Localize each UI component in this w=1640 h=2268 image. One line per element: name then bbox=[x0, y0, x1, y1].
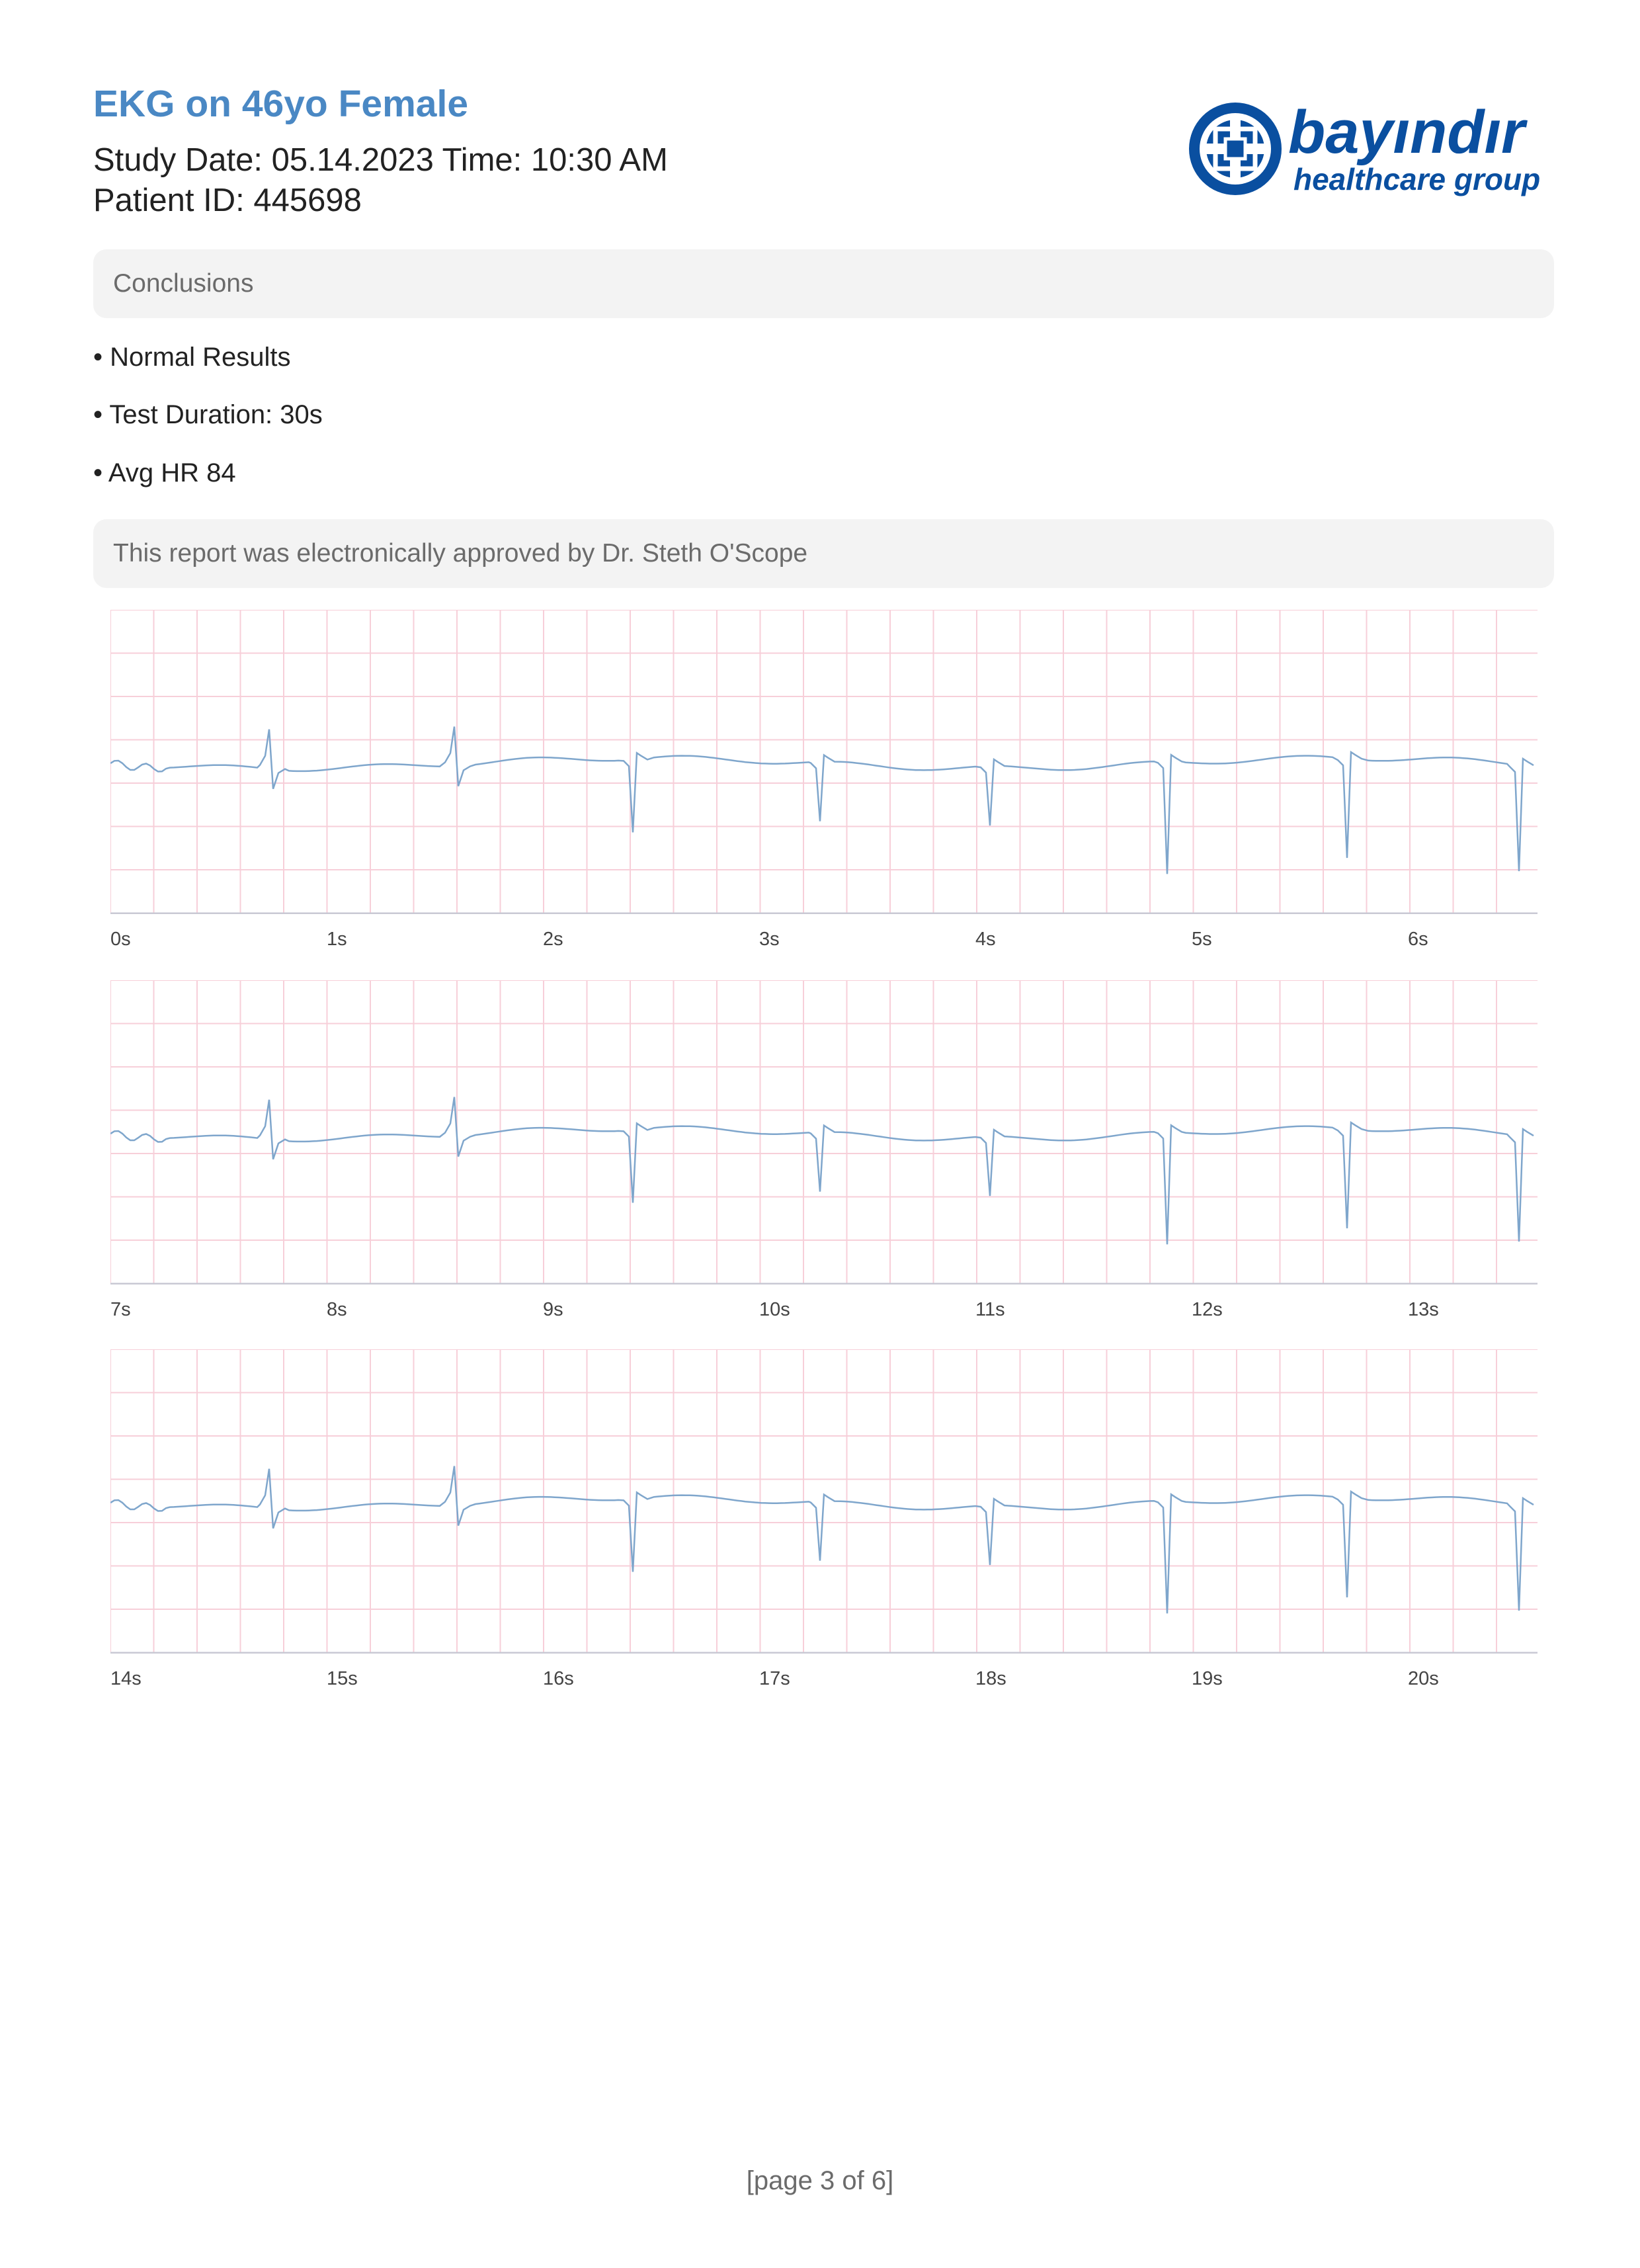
conclusion-item: • Avg HR 84 bbox=[93, 458, 236, 487]
logo-tagline: healthcare group bbox=[1293, 162, 1541, 196]
x-tick-label: 19s bbox=[1192, 1668, 1223, 1689]
x-tick-label: 13s bbox=[1408, 1299, 1439, 1320]
x-tick-label: 6s bbox=[1408, 929, 1428, 950]
x-tick-label: 12s bbox=[1192, 1299, 1223, 1320]
x-tick-label: 14s bbox=[110, 1668, 142, 1689]
x-tick-label: 9s bbox=[543, 1299, 563, 1320]
x-tick-label: 5s bbox=[1192, 929, 1212, 950]
approval-text: This report was electronically approved by Dr. Steth O'Scope bbox=[113, 539, 808, 567]
conclusion-item: • Normal Results bbox=[93, 343, 291, 372]
x-tick-label: 18s bbox=[975, 1668, 1006, 1689]
logo-brand: bayındır bbox=[1288, 99, 1525, 166]
conclusions-heading: Conclusions bbox=[113, 269, 254, 298]
x-tick-label: 1s bbox=[327, 929, 347, 950]
ekg-trace bbox=[110, 1097, 1534, 1245]
approval-banner bbox=[93, 519, 1554, 588]
study-date-line: Study Date: 05.14.2023 Time: 10:30 AM bbox=[93, 142, 668, 178]
x-tick-label: 3s bbox=[759, 929, 780, 950]
ekg-chart bbox=[110, 610, 1538, 914]
x-tick-label: 17s bbox=[759, 1668, 790, 1689]
x-tick-label: 2s bbox=[543, 929, 563, 950]
report-title: EKG on 46yo Female bbox=[93, 83, 469, 125]
conclusion-item: • Test Duration: 30s bbox=[93, 400, 323, 429]
x-tick-label: 20s bbox=[1408, 1668, 1439, 1689]
bayindir-emblem-icon bbox=[1189, 103, 1282, 195]
page-number: [page 3 of 6] bbox=[746, 2166, 894, 2195]
ekg-trace bbox=[110, 727, 1534, 874]
x-tick-label: 16s bbox=[543, 1668, 574, 1689]
ekg-chart bbox=[110, 980, 1538, 1284]
x-tick-label: 15s bbox=[327, 1668, 358, 1689]
x-tick-label: 0s bbox=[110, 929, 131, 950]
ekg-chart bbox=[110, 1349, 1538, 1654]
conclusions-header bbox=[93, 249, 1554, 318]
x-tick-label: 10s bbox=[759, 1299, 790, 1320]
ekg-strip-2 bbox=[110, 980, 1538, 1320]
bayindir-logo bbox=[1184, 96, 1554, 202]
ekg-trace bbox=[110, 1466, 1534, 1614]
x-tick-label: 8s bbox=[327, 1299, 347, 1320]
x-tick-label: 7s bbox=[110, 1299, 131, 1320]
ekg-strip-3 bbox=[110, 1349, 1538, 1689]
patient-id-line: Patient ID: 445698 bbox=[93, 183, 362, 218]
x-tick-label: 11s bbox=[975, 1299, 1005, 1320]
x-tick-label: 4s bbox=[975, 929, 996, 950]
ekg-strip-1 bbox=[110, 610, 1538, 950]
